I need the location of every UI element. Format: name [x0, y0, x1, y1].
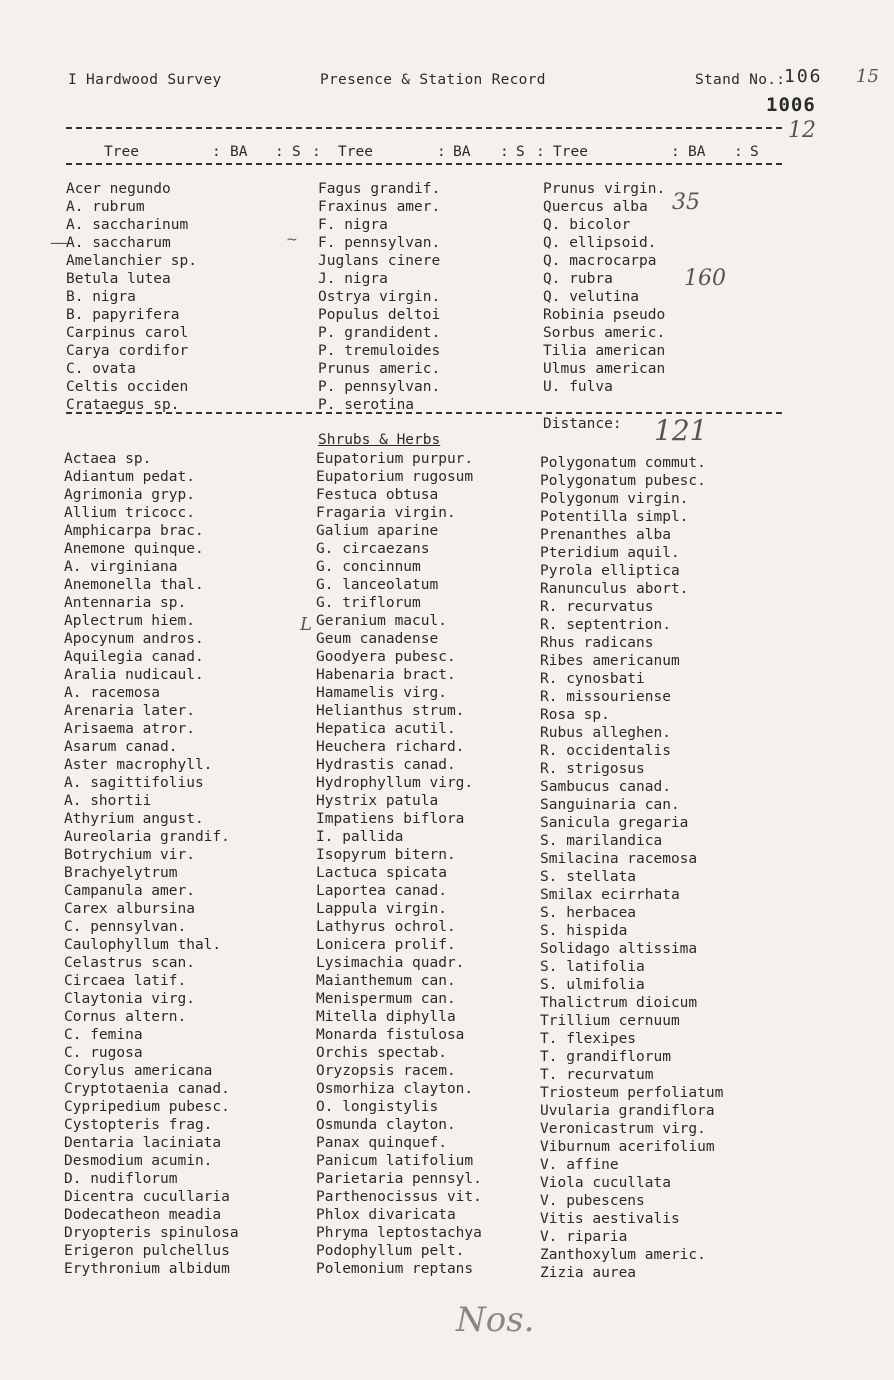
species-entry: Antennaria sp. [64, 595, 187, 611]
species-entry: Aplectrum hiem. [64, 613, 195, 629]
species-entry: Hydrophyllum virg. [316, 775, 474, 791]
distance-label: Distance: [543, 416, 622, 432]
species-entry: Festuca obtusa [316, 487, 439, 503]
species-entry: Osmorhiza clayton. [316, 1081, 474, 1097]
species-entry: P. serotina [318, 397, 415, 413]
species-entry: G. triflorum [316, 595, 421, 611]
col-header-s-1: S [292, 144, 301, 160]
species-entry: R. occidentalis [540, 743, 671, 759]
species-entry: J. nigra [318, 271, 388, 287]
species-entry: Prenanthes alba [540, 527, 671, 543]
species-entry: Circaea latif. [64, 973, 187, 989]
species-entry: Sanicula gregaria [540, 815, 689, 831]
col-header-s-2: S [516, 144, 525, 160]
species-entry: Robinia pseudo [543, 307, 666, 323]
herb-list-col-2 [316, 450, 482, 1278]
species-entry: Claytonia virg. [64, 991, 195, 1007]
col-header-ba-2: BA [453, 144, 471, 160]
species-entry: A. racemosa [64, 685, 161, 701]
species-entry: V. riparia [540, 1229, 628, 1245]
col-header-tree-1: Tree [104, 144, 139, 160]
species-entry: Sorbus americ. [543, 325, 666, 341]
hand-value-alba: 35 [672, 190, 700, 215]
species-entry: P. grandident. [318, 325, 441, 341]
col-header-separator: : [312, 144, 321, 160]
species-entry: Trillium cernuum [540, 1013, 680, 1029]
tree-list-col-3 [543, 180, 665, 396]
species-entry: Allium tricocc. [64, 505, 195, 521]
species-entry: Eupatorium purpur. [316, 451, 474, 467]
species-entry: Celtis occiden [66, 379, 189, 395]
species-entry: Parietaria pennsyl. [316, 1171, 482, 1187]
species-entry: Pteridium aquil. [540, 545, 680, 561]
species-entry: Orchis spectab. [316, 1045, 447, 1061]
species-entry: Prunus virgin. [543, 181, 666, 197]
species-entry: Aralia nudicaul. [64, 667, 204, 683]
species-entry: S. ulmifolia [540, 977, 645, 993]
species-entry: Lappula virgin. [316, 901, 447, 917]
species-entry: Q. rubra [543, 271, 613, 287]
species-entry: Zizia aurea [540, 1265, 637, 1281]
species-entry: B. papyrifera [66, 307, 180, 323]
col-header-s-3: S [750, 144, 759, 160]
species-entry: Geranium macul. [316, 613, 447, 629]
col-header-separator: : [536, 144, 545, 160]
species-entry: Thalictrum dioicum [540, 995, 698, 1011]
species-entry: Anemonella thal. [64, 577, 204, 593]
species-entry: Osmunda clayton. [316, 1117, 456, 1133]
species-entry: Dicentra cucullaria [64, 1189, 230, 1205]
species-entry: Viburnum acerifolium [540, 1139, 715, 1155]
species-entry: Polemonium reptans [316, 1261, 474, 1277]
species-entry: A. virginiana [64, 559, 178, 575]
species-entry: S. stellata [540, 869, 637, 885]
species-entry: Smilacina racemosa [540, 851, 698, 867]
col-header-separator: : [500, 144, 509, 160]
species-entry: Corylus americana [64, 1063, 213, 1079]
species-entry: Viola cucullata [540, 1175, 671, 1191]
species-entry: Lysimachia quadr. [316, 955, 465, 971]
species-entry: I. pallida [316, 829, 404, 845]
species-entry: Anemone quinque. [64, 541, 204, 557]
species-entry: Phryma leptostachya [316, 1225, 482, 1241]
species-entry: Vitis aestivalis [540, 1211, 680, 1227]
species-entry: Arenaria later. [64, 703, 195, 719]
species-entry: Galium aparine [316, 523, 439, 539]
col-header-ba-3: BA [688, 144, 706, 160]
herb-list-col-3 [540, 454, 723, 1282]
col-header-tree-3: Tree [553, 144, 588, 160]
species-entry: Rubus alleghen. [540, 725, 671, 741]
species-entry: Carpinus carol [66, 325, 189, 341]
species-entry: Polygonatum pubesc. [540, 473, 706, 489]
species-entry: Aquilegia canad. [64, 649, 204, 665]
species-entry: Acer negundo [66, 181, 171, 197]
species-entry: Q. ellipsoid. [543, 235, 657, 251]
hand-number-12: 12 [788, 118, 816, 143]
species-entry: Rhus radicans [540, 635, 654, 651]
species-entry: A. shortii [64, 793, 152, 809]
survey-title: I Hardwood Survey [68, 72, 222, 88]
species-entry: Erigeron pulchellus [64, 1243, 230, 1259]
species-entry: Fragaria virgin. [316, 505, 456, 521]
species-entry: C. rugosa [64, 1045, 143, 1061]
hand-value-rubra: 160 [684, 266, 726, 291]
species-entry: Aureolaria grandif. [64, 829, 230, 845]
species-entry: Mitella diphylla [316, 1009, 456, 1025]
species-entry: Populus deltoi [318, 307, 441, 323]
species-entry: R. recurvatus [540, 599, 654, 615]
species-entry: Amelanchier sp. [66, 253, 197, 269]
species-entry: Phlox divaricata [316, 1207, 456, 1223]
species-entry: Impatiens biflora [316, 811, 465, 827]
col-header-separator: : [671, 144, 680, 160]
species-entry: Oryzopsis racem. [316, 1063, 456, 1079]
species-entry: Hamamelis virg. [316, 685, 447, 701]
species-entry: S. hispida [540, 923, 628, 939]
species-entry: R. septentrion. [540, 617, 671, 633]
species-entry: A. saccharinum [66, 217, 189, 233]
species-entry: Cornus altern. [64, 1009, 187, 1025]
col-header-separator: : [734, 144, 743, 160]
hand-corner-mark: 15 [856, 66, 879, 87]
species-entry: Betula lutea [66, 271, 171, 287]
header-dashed-rule [66, 163, 782, 165]
species-entry: T. flexipes [540, 1031, 637, 1047]
species-entry: Uvularia grandiflora [540, 1103, 715, 1119]
species-entry: S. herbacea [540, 905, 637, 921]
species-entry: Lonicera prolif. [316, 937, 456, 953]
species-entry: R. cynosbati [540, 671, 645, 687]
species-entry: Apocynum andros. [64, 631, 204, 647]
species-entry: Athyrium angust. [64, 811, 204, 827]
tree-list-col-1 [66, 180, 197, 414]
species-entry: Q. velutina [543, 289, 640, 305]
species-entry: U. fulva [543, 379, 613, 395]
species-entry: Arisaema atror. [64, 721, 195, 737]
species-entry: Juglans cinere [318, 253, 441, 269]
shrubs-herbs-heading: Shrubs & Herbs [318, 432, 441, 448]
species-entry: Aster macrophyll. [64, 757, 213, 773]
species-entry: Lathyrus ochrol. [316, 919, 456, 935]
species-entry: Rosa sp. [540, 707, 610, 723]
hand-checkmark: L [300, 614, 312, 635]
species-entry: Tilia american [543, 343, 666, 359]
species-entry: Veronicastrum virg. [540, 1121, 706, 1137]
species-entry: G. concinnum [316, 559, 421, 575]
species-entry: G. lanceolatum [316, 577, 439, 593]
species-entry: P. tremuloides [318, 343, 441, 359]
species-entry: Helianthus strum. [316, 703, 465, 719]
top-dashed-rule [66, 127, 782, 129]
species-entry: Smilax ecirrhata [540, 887, 680, 903]
species-entry: V. affine [540, 1157, 619, 1173]
species-entry: Laportea canad. [316, 883, 447, 899]
species-entry: Zanthoxylum americ. [540, 1247, 706, 1263]
species-entry: Potentilla simpl. [540, 509, 689, 525]
tree-list-col-2 [318, 180, 440, 414]
species-entry: Solidago altissima [540, 941, 698, 957]
species-entry: Dryopteris spinulosa [64, 1225, 239, 1241]
species-entry: T. recurvatum [540, 1067, 654, 1083]
species-entry: Sanguinaria can. [540, 797, 680, 813]
species-entry: Prunus americ. [318, 361, 441, 377]
species-entry: Parthenocissus vit. [316, 1189, 482, 1205]
species-entry: R. missouriense [540, 689, 671, 705]
species-entry: Habenaria bract. [316, 667, 456, 683]
species-entry: Asarum canad. [64, 739, 178, 755]
species-entry: O. longistylis [316, 1099, 439, 1115]
species-entry: Campanula amer. [64, 883, 195, 899]
species-entry: Botrychium vir. [64, 847, 195, 863]
species-entry: V. pubescens [540, 1193, 645, 1209]
species-entry: Polygonatum commut. [540, 455, 706, 471]
species-entry: Adiantum pedat. [64, 469, 195, 485]
species-entry: Cryptotaenia canad. [64, 1081, 230, 1097]
stand-number: 106 [784, 66, 823, 87]
species-entry: Ulmus american [543, 361, 666, 377]
species-entry: Eupatorium rugosum [316, 469, 474, 485]
species-entry: Caulophyllum thal. [64, 937, 222, 953]
species-entry: Quercus alba [543, 199, 648, 215]
hand-note-bottom: Nos. [456, 1300, 535, 1340]
species-entry: Triosteum perfoliatum [540, 1085, 724, 1101]
species-entry: F. pennsylvan. [318, 235, 441, 251]
species-entry: Geum canadense [316, 631, 439, 647]
species-entry: Ranunculus abort. [540, 581, 689, 597]
species-entry: G. circaezans [316, 541, 430, 557]
species-entry: Cystopteris frag. [64, 1117, 213, 1133]
species-entry: Polygonum virgin. [540, 491, 689, 507]
species-entry: Actaea sp. [64, 451, 152, 467]
species-entry: B. nigra [66, 289, 136, 305]
species-entry: Amphicarpa brac. [64, 523, 204, 539]
stand-stamp: 1006 [766, 94, 816, 116]
col-header-separator: : [437, 144, 446, 160]
species-entry: Fagus grandif. [318, 181, 441, 197]
stand-label: Stand No.: [695, 72, 786, 88]
species-entry: Lactuca spicata [316, 865, 447, 881]
species-entry: Dodecatheon meadia [64, 1207, 222, 1223]
col-header-separator: : [275, 144, 284, 160]
species-entry: C. femina [64, 1027, 143, 1043]
species-entry: Maianthemum can. [316, 973, 456, 989]
herb-list-col-1 [64, 450, 239, 1278]
species-entry: Sambucus canad. [540, 779, 671, 795]
species-entry: Hystrix patula [316, 793, 439, 809]
species-entry: Isopyrum bitern. [316, 847, 456, 863]
species-entry: Celastrus scan. [64, 955, 195, 971]
species-entry: Carya cordifor [66, 343, 189, 359]
hand-checkmark: — [50, 232, 68, 253]
col-header-ba-1: BA [230, 144, 248, 160]
species-entry: A. sagittifolius [64, 775, 204, 791]
species-entry: Menispermum can. [316, 991, 456, 1007]
species-entry: Carex albursina [64, 901, 195, 917]
species-entry: F. nigra [318, 217, 388, 233]
species-entry: Cypripedium pubesc. [64, 1099, 230, 1115]
species-entry: C. pennsylvan. [64, 919, 187, 935]
species-entry: Q. bicolor [543, 217, 631, 233]
species-entry: P. pennsylvan. [318, 379, 441, 395]
species-entry: Hydrastis canad. [316, 757, 456, 773]
species-entry: S. latifolia [540, 959, 645, 975]
species-entry: Ostrya virgin. [318, 289, 441, 305]
species-entry: S. marilandica [540, 833, 663, 849]
species-entry: C. ovata [66, 361, 136, 377]
species-entry: A. rubrum [66, 199, 145, 215]
species-entry: Panicum latifolium [316, 1153, 474, 1169]
species-entry: R. strigosus [540, 761, 645, 777]
species-entry: Goodyera pubesc. [316, 649, 456, 665]
species-entry: Brachyelytrum [64, 865, 178, 881]
species-entry: A. saccharum [66, 235, 171, 251]
species-entry: Panax quinquef. [316, 1135, 447, 1151]
species-entry: T. grandiflorum [540, 1049, 671, 1065]
species-entry: Pyrola elliptica [540, 563, 680, 579]
species-entry: Fraxinus amer. [318, 199, 441, 215]
col-header-tree-2: Tree [338, 144, 373, 160]
species-entry: Agrimonia gryp. [64, 487, 195, 503]
species-entry: Monarda fistulosa [316, 1027, 465, 1043]
hand-value-distance: 121 [654, 414, 708, 447]
hand-checkmark: ~ [286, 232, 298, 248]
species-entry: Dentaria laciniata [64, 1135, 222, 1151]
species-entry: Heuchera richard. [316, 739, 465, 755]
species-entry: Hepatica acutil. [316, 721, 456, 737]
species-entry: Podophyllum pelt. [316, 1243, 465, 1259]
species-entry: Ribes americanum [540, 653, 680, 669]
species-entry: Desmodium acumin. [64, 1153, 213, 1169]
species-entry: D. nudiflorum [64, 1171, 178, 1187]
species-entry: Erythronium albidum [64, 1261, 230, 1277]
species-entry: Q. macrocarpa [543, 253, 657, 269]
form-title: Presence & Station Record [320, 72, 546, 88]
species-entry: Crataegus sp. [66, 397, 180, 413]
col-header-separator: : [212, 144, 221, 160]
